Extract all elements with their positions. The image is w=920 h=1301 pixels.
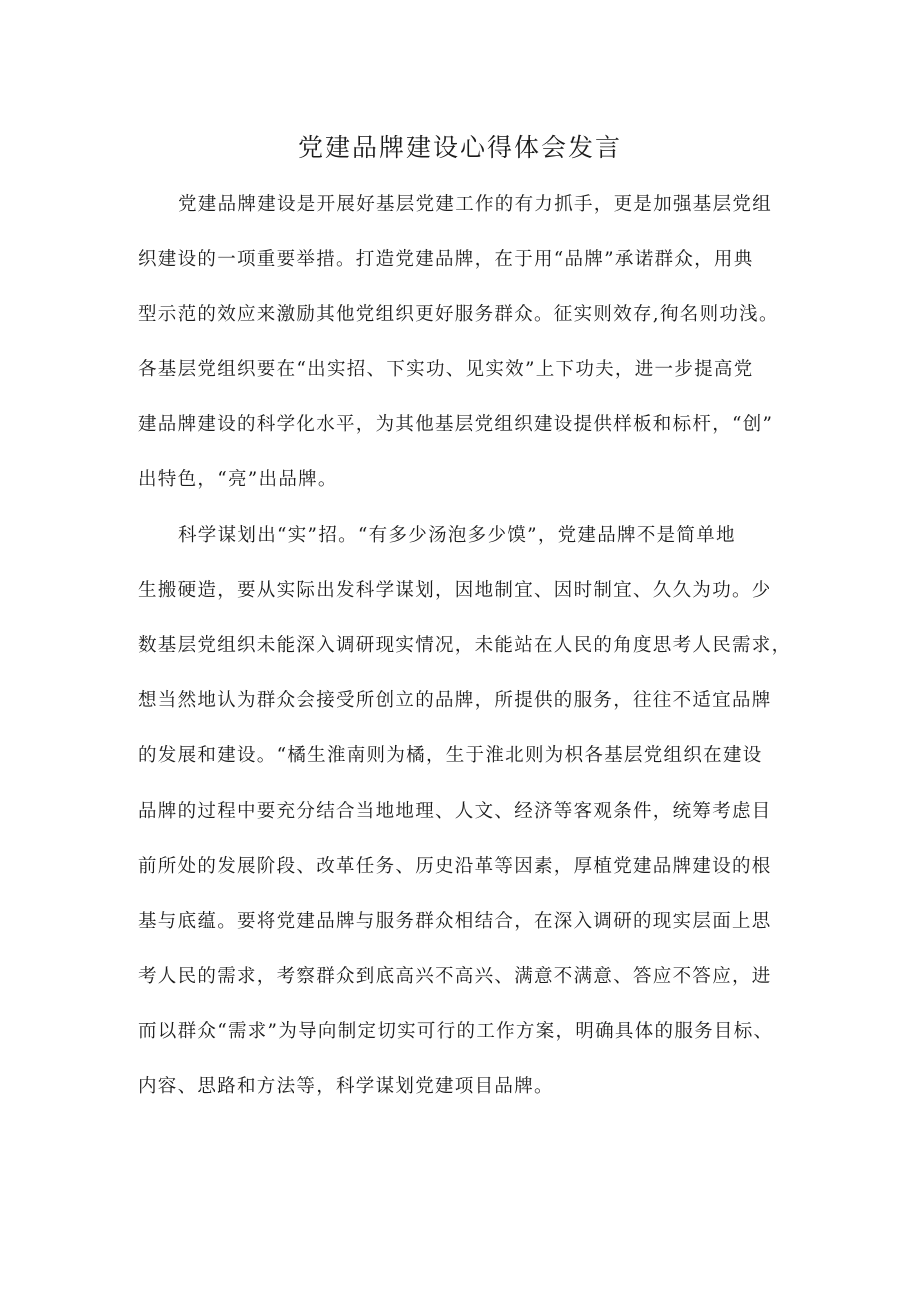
paragraph-1-line-1: 党建品牌建设是开展好基层党建工作的有力抓手，更是加强基层党组 bbox=[178, 194, 773, 215]
paragraph-1-line-6: 出特色，“亮”出品牌。 bbox=[138, 469, 338, 490]
paragraph-2-line-7: 前所处的发展阶段、改革任务、历史沿革等因素，厚植党建品牌建设的根 bbox=[138, 856, 772, 877]
paragraph-2-line-6: 品牌的过程中要充分结合当地地理、人文、经济等客观条件，统筹考虑目 bbox=[138, 801, 772, 822]
paragraph-1-line-5: 建品牌建设的科学化水平，为其他基层党组织建设提供样板和标杆，“创” bbox=[138, 414, 774, 435]
paragraph-2-line-11: 内容、思路和方法等，科学谋划党建项目品牌。 bbox=[138, 1076, 554, 1097]
paragraph-1-line-3: 型示范的效应来激励其他党组织更好服务群众。征实则效存,徇名则功浅。 bbox=[138, 304, 779, 325]
document-title: 党建品牌建设心得体会发言 bbox=[297, 133, 622, 162]
paragraph-1-line-2: 织建设的一项重要举措。打造党建品牌，在于用“品牌”承诺群众，用典 bbox=[138, 249, 754, 270]
paragraph-2-line-4: 想当然地认为群众会接受所创立的品牌，所提供的服务，往往不适宜品牌 bbox=[138, 690, 772, 711]
paragraph-2-line-8: 基与底蕴。要将党建品牌与服务群众相结合，在深入调研的现实层面上思 bbox=[138, 911, 772, 932]
paragraph-2-line-3: 数基层党组织未能深入调研现实情况，未能站在人民的角度思考人民需求， bbox=[138, 635, 792, 656]
paragraph-2-line-9: 考人民的需求，考察群众到底高兴不高兴、满意不满意、答应不答应，进 bbox=[138, 966, 772, 987]
paragraph-2-line-2: 生搬硬造，要从实际出发科学谋划，因地制宜、因时制宜、久久为功。少 bbox=[138, 580, 772, 601]
paragraph-2-line-10: 而以群众“需求”为导向制定切实可行的工作方案，明确具体的服务目标、 bbox=[138, 1021, 774, 1042]
paragraph-2-line-5: 的发展和建设。“橘生淮南则为橘，生于淮北则为枳各基层党组织在建设 bbox=[138, 745, 763, 766]
paragraph-1-line-4: 各基层党组织要在“出实招、下实功、见实效”上下功夫，进一步提高党 bbox=[138, 359, 754, 380]
paragraph-2-line-1: 科学谋划出“实”招。“有多少汤泡多少馍”，党建品牌不是简单地 bbox=[178, 525, 736, 546]
